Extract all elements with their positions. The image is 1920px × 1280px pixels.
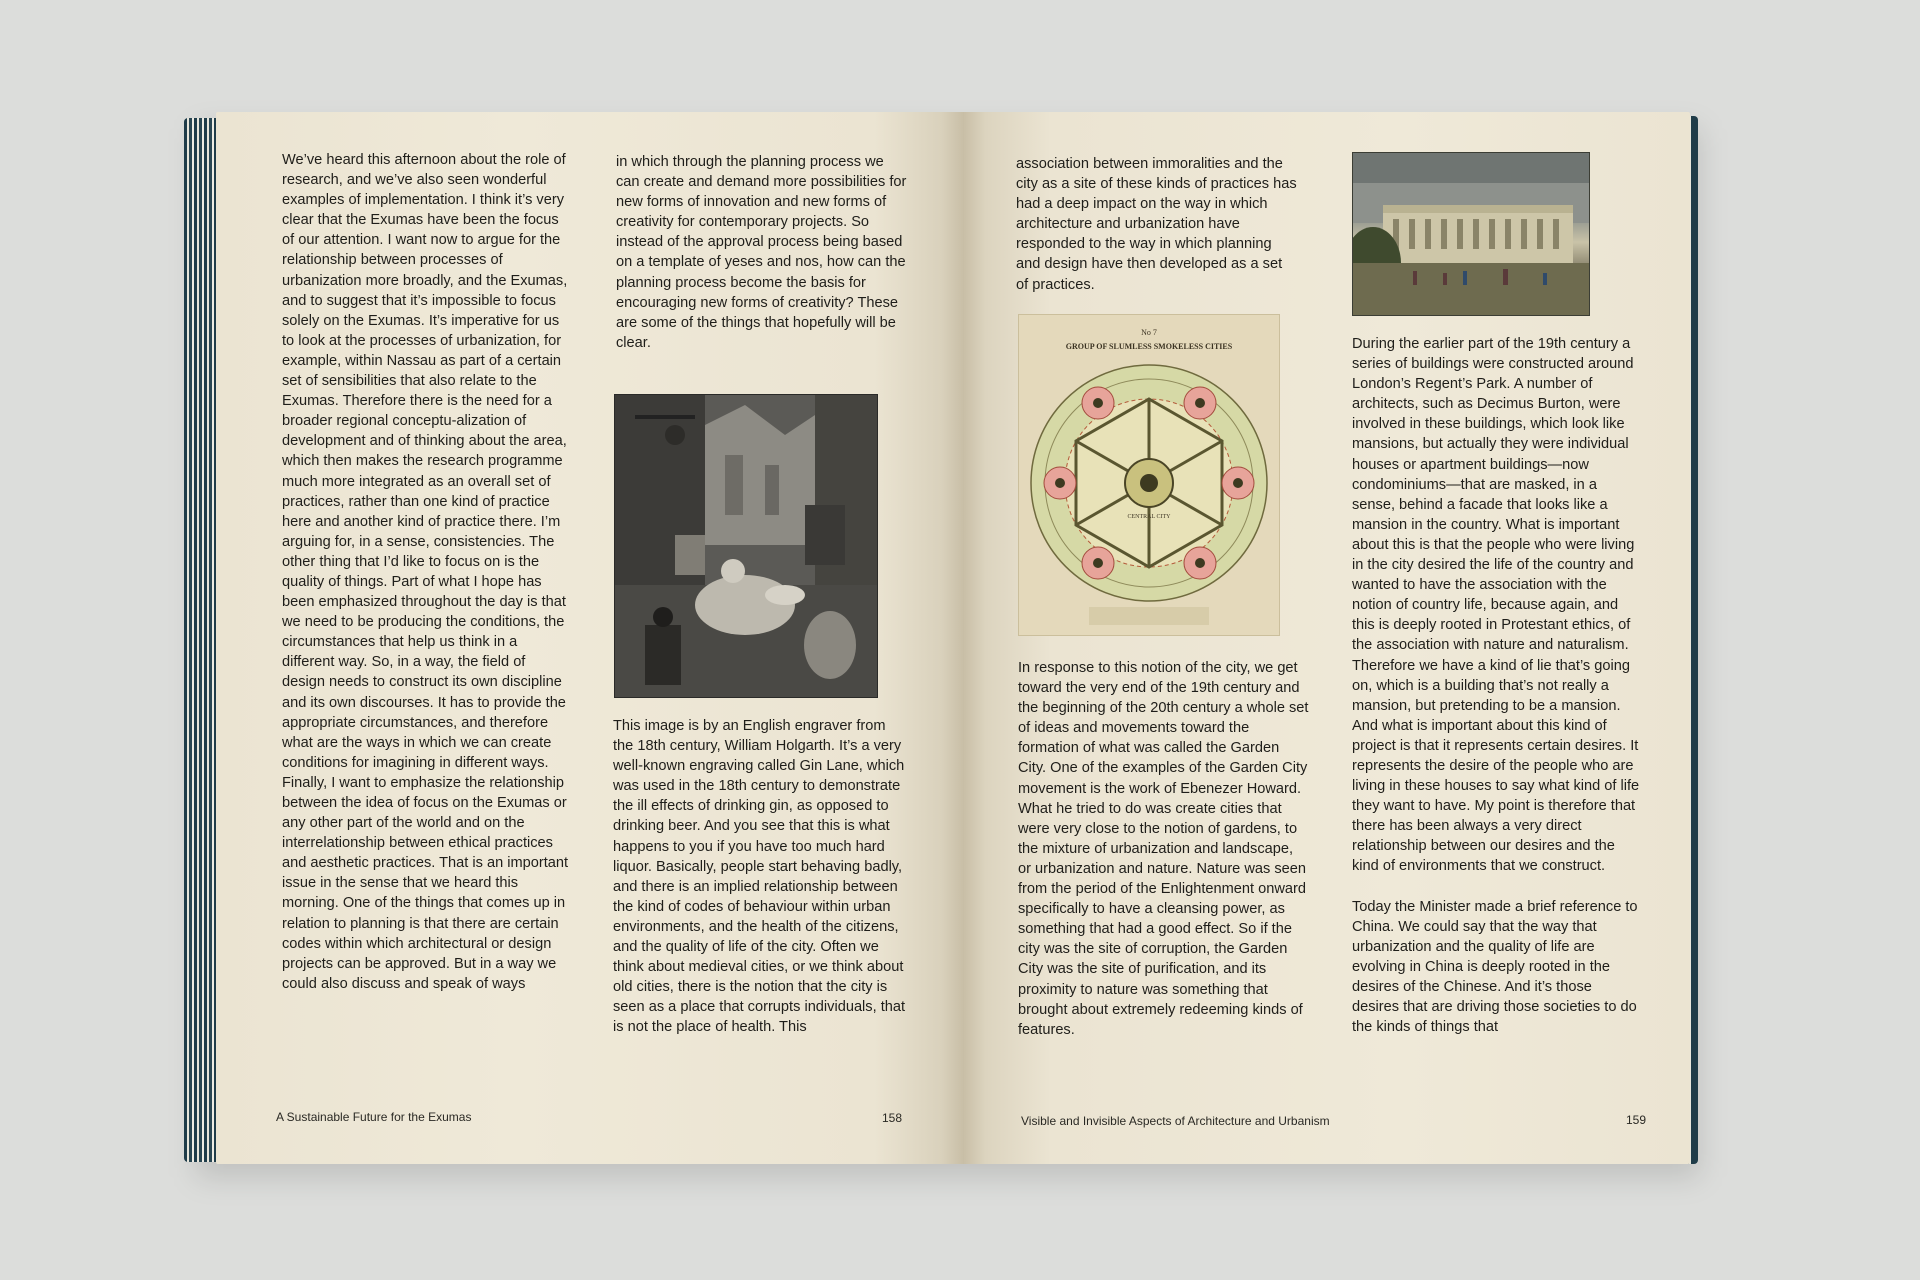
- regents-park-illustration: [1353, 153, 1589, 315]
- engraving-illustration: [615, 395, 877, 697]
- gin-lane-engraving-image: [614, 394, 878, 698]
- diagram-title: GROUP OF SLUMLESS SMOKELESS CITIES: [1065, 342, 1233, 351]
- paragraph: Today the Minister made a brief reference to China. We could say that the way that urbanization and the quality of life are evolving in China is deeply rooted in the desires of the Chinese. And it’s those desires that are driving those societies to do the kinds of things that: [1352, 898, 1638, 1036]
- paragraph: In response to this notion of the city, we get toward the very end of the 19th century and the beginning of the 20th century a whole set of ideas and movements toward the formation of what was called the Garden City. One of the examples of the Garden City movement is the work of Ebenezer Howard. What he tried to do was create cities that were very close to the notion of gardens, to the mixture of urbanization and landscape, or urbanization and nature. Nature was seen from the period of the Enlightenment onward specifically to have a cleansing power, as something that had a good effect. So if the city was the site of corruption, the Garden City was the site of purification, and its proximity to nature was something that brought about extremely redeeming kinds of features.: [1018, 660, 1309, 1038]
- left-page-column-1: [282, 150, 570, 994]
- right-page-column-2: [1352, 334, 1640, 1037]
- diagram-center-label: CENTRAL CITY: [1127, 514, 1171, 520]
- paragraph: association between immoralities and the city as a site of these kinds of practices has had a deep impact on the way in which architecture and urbanization have responded to the way in which planning and design have then developed as a set of practices.: [1016, 156, 1297, 293]
- left-page-column-2-bottom: [613, 716, 909, 1038]
- right-page-column-1-bottom: [1018, 658, 1310, 1040]
- paragraph: During the earlier part of the 19th century a series of buildings were constructed around London’s Regent’s Park. A number of architects, such as Decimus Burton, were involved in these buildings, which look like mansions, but actually they were individual houses or apartment buildings—now condominiums—that are masked, in a sense, behind a facade that looks like a mansion in the country. What is important about this is that the people who were living in the city desired the life of the country and wanted to have the association with the notion of country life, because again, and this is deeply rooted in Protestant ethics, of the association with nature and naturalism. Therefore we have a kind of lie that’s going on, which is a building that’s not really a mansion, but pretending to be a mansion. And what is important about this kind of project is that it represents certain desires. It represents the desire of the people who are living in these houses to say what kind of life they want to have. My point is therefore that there has been always a very direct relationship between our desires and the kind of environments that we construct.: [1352, 336, 1640, 875]
- running-footer-title: A Sustainable Future for the Exumas: [276, 1110, 472, 1124]
- paragraph: This image is by an English engraver from the 18th century, William Holgarth. It’s a very well-known engraving called Gin Lane, which was used in the 18th century to demonstrate the ill effects of drinking gin, as opposed to drinking beer. And you see that this is what happens to you if you have too much hard liquor. Basically, people start behaving badly, and there is an implied relationship between the kind of codes of behaviour within urban environments, and the health of the citizens, and the quality of life of the city. Often we think about medieval cities, or we think about old cities, there is the notion that the city is seen as a place that corrupts individuals, that is not the place of health. This: [613, 718, 906, 1036]
- left-page: [216, 112, 964, 1164]
- page-number: 158: [882, 1111, 903, 1125]
- paragraph: in which through the planning process we can create and demand more possibilities for new forms of innovation and new forms of creativity for contemporary projects. So instead of the approval process being based on a template of yeses and nos, how can the planning process become the basis for encouraging new forms of creativity? These are some of the things that hopefully will be clear.: [616, 154, 907, 351]
- right-page-column-1-top: [1016, 154, 1298, 295]
- running-footer-title: Visible and Invisible Aspects of Architecture and Urbanism: [1021, 1114, 1330, 1128]
- garden-city-diagram: [1019, 315, 1279, 635]
- regents-park-terrace-image: [1352, 152, 1590, 316]
- left-page-column-2-top: [616, 152, 908, 353]
- diagram-number: No 7: [1141, 328, 1157, 337]
- page-number: 159: [1626, 1113, 1647, 1127]
- paragraph: We’ve heard this afternoon about the role of research, and we’ve also seen wonderful examples of implementation. I think it’s very clear that the Exumas have been the focus of our attention. I want now to argue for the relationship between processes of urbanization more broadly, and the Exumas, and to suggest that it’s impossible to focus solely on the Exumas. It’s imperative for us to look at the processes of urbanization, for example, within Nassau as part of a certain set of sensibilities that also relate to the Exumas. Therefore there is the need for a broader regional conceptu-alization of development and of thinking about the area, which then makes the research programme much more integrated as an overall set of practices, rather than one kind of practice here and another kind of practice there. I’m arguing for, in a sense, consistencies. The other thing that I’d like to focus on is the quality of things. Part of what I hope has been emphasized throughout the day is that we need to be producing the conditions, the circumstances that help us think in a different way. So, in a way, the field of design needs to construct its own discipline and its own discourses. It has to provide the appropriate circumstances, and therefore what are the ways in which we can create conditions for imagining in different ways. Finally, I want to emphasize the relationship between the idea of focus on the Exumas or any other part of the world and on the interrelationship between ethical practices and aesthetic practices. That is an important issue in the sense that we heard this morning. One of the things that comes up in relation to planning is that there are certain codes within which architectural or design projects can be approved. But in a way we could also discuss and speak of ways: [282, 152, 569, 992]
- right-page: [964, 112, 1690, 1164]
- garden-city-diagram-image: [1018, 314, 1280, 636]
